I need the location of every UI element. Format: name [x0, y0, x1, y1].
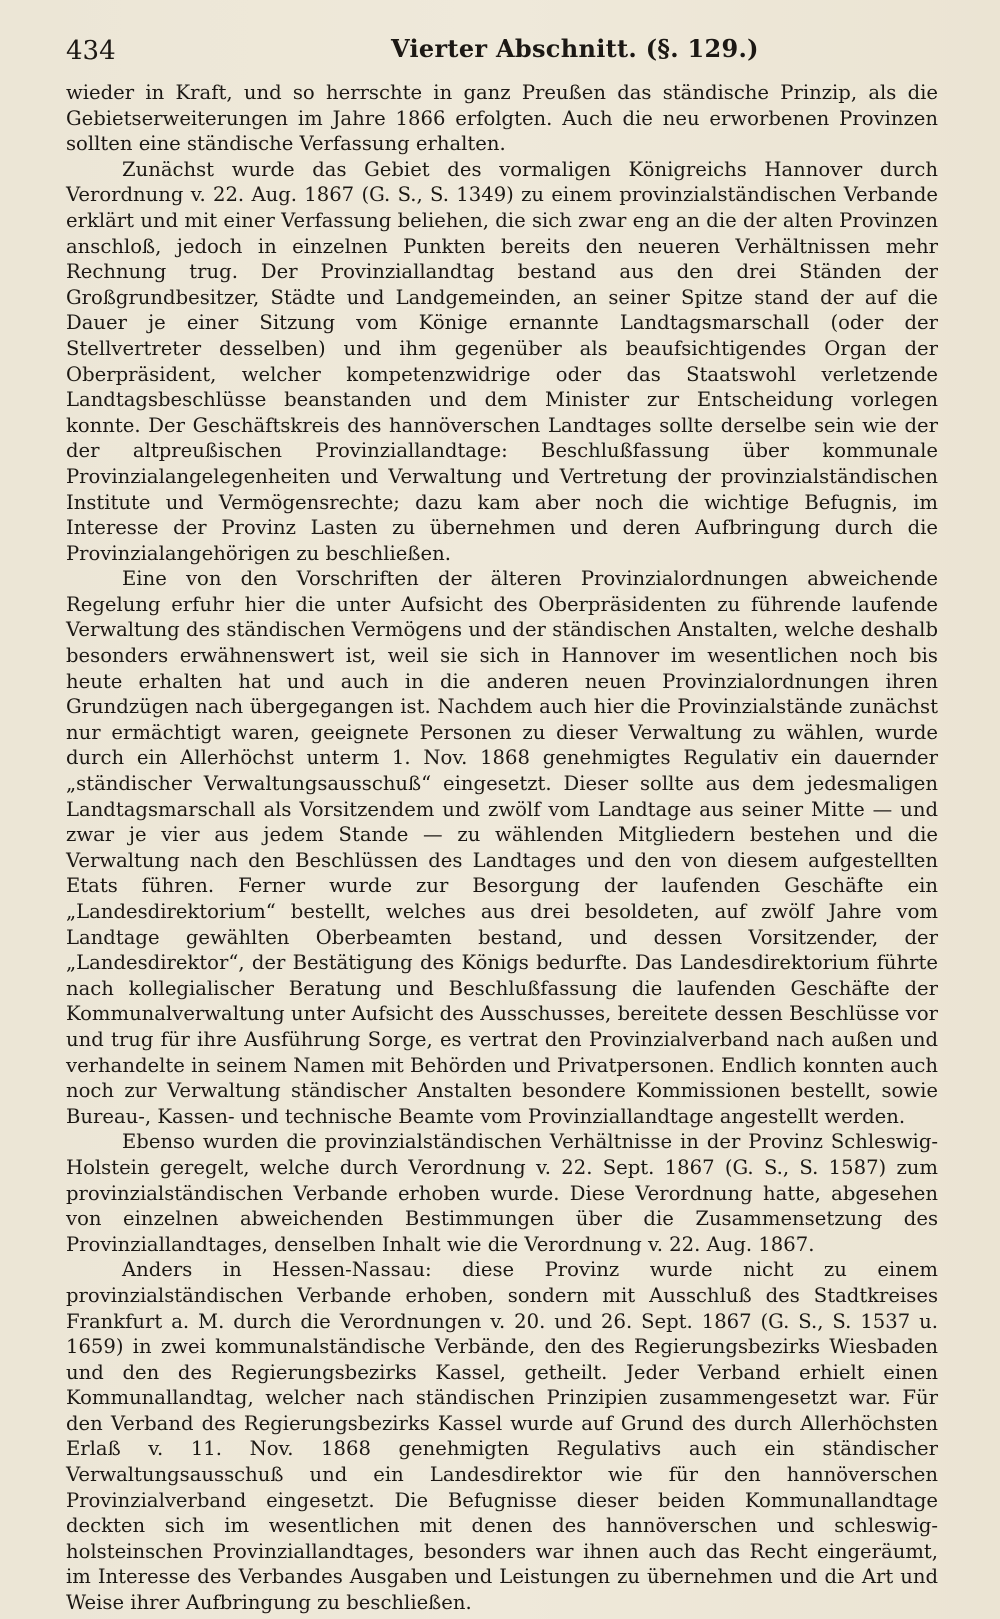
paragraph-hannover: Zunächst wurde das Gebiet des vormaligen Königreichs Hannover durch Verordnung v. 22. Aug. 1867 (G. S., S. 1349) zu einem provinzialständischen Verbande erklärt und mit einer Verfassung beliehen, die sich zwar eng an die der alten Provinzen anschloß, jedoch in einzelnen Punkten bereits den neueren Verhältnissen mehr Rechnung trug. Der Provinziallandtag bestand aus den drei Ständen der Großgrundbesitzer, Städte und Landgemeinden, an seiner Spitze stand der auf die Dauer je einer Sitzung vom Könige ernannte Landtagsmarschall (oder der Stellvertreter desselben) und ihm gegenüber als beaufsichtigendes Organ der Oberpräsident, welcher kompetenzwidrige oder das Staatswohl verletzende Landtagsbeschlüsse beanstanden und dem Minister zur Entscheidung vorlegen konnte. Der Geschäftskreis des hannöverschen Landtages sollte derselbe sein wie der der altpreußischen Provinziallandtage: Beschlußfassung über kommunale Provinzialangelegenheiten und Verwaltung und Vertretung der provinzialständischen Institute und Vermögensrechte; dazu kam aber noch die wichtige Befugnis, im Interesse der Provinz Lasten zu übernehmen und deren Aufbringung durch die Provinzialangehörigen zu beschließen. [66, 157, 938, 565]
paragraph-continuation: wieder in Kraft, und so herrschte in ganz Preußen das ständische Prinzip, als die Gebietserweiterungen im Jahre 1866 erfolgten. Auch die neu erworbenen Provinzen sollten eine ständische Verfassung erhalten. [66, 81, 938, 156]
paragraph-verwaltungsausschuss: Eine von den Vorschriften der älteren Provinzialordnungen abweichende Regelung erfuhr hier die unter Aufsicht des Oberpräsidenten zu führende laufende Verwaltung des ständischen Vermögens und der ständischen Anstalten, welche deshalb besonders erwähnenswert ist, weil sie sich in Hannover im wesentlichen noch bis heute erhalten hat und auch in die anderen neuen Provinzialordnungen ihren Grundzügen nach übergegangen ist. Nachdem auch hier die Provinzialstände zunächst nur ermächtigt waren, geeignete Personen zu dieser Verwaltung zu wählen, wurde durch ein Allerhöchst unterm 1. Nov. 1868 genehmigtes Regulativ ein dauernder „ständischer Verwaltungsausschuß“ eingesetzt. Dieser sollte aus dem jedesmaligen Landtagsmarschall als Vorsitzendem und zwölf vom Landtage aus seiner Mitte — und zwar je vier aus jedem Stande — zu wählenden Mitgliedern bestehen und die Verwaltung nach den Beschlüssen des Landtages und den von diesem aufgestellten Etats führen. Ferner wurde zur Besorgung der laufenden Geschäfte ein „Landesdirektorium“ bestellt, welches aus drei besoldeten, auf zwölf Jahre vom Landtage gewählten Oberbeamten bestand, und dessen Vorsitzender, der „Landesdirektor“, der Bestätigung des Königs bedurfte. Das Landesdirektorium führte nach kollegialischer Beratung und Beschlußfassung die laufenden Geschäfte der Kommunalverwaltung unter Aufsicht des Ausschusses, bereitete dessen Beschlüsse vor und trug für ihre Ausführung Sorge, es vertrat den Provinzialverband nach außen und verhandelte in seinem Namen mit Behörden und Privatpersonen. Endlich konnten auch noch zur Verwaltung ständischer Anstalten besondere Kommissionen bestellt, sowie Bureau-, Kassen- und technische Beamte vom Provinziallandtage angestellt werden. [66, 567, 938, 1128]
page-number: 434 [66, 36, 116, 66]
running-head: Vierter Abschnitt. (§. 129.) [391, 34, 759, 63]
page-header [66, 34, 938, 74]
body-text [66, 80, 938, 1616]
paragraph-schleswig-holstein: Ebenso wurden die provinzialständischen Verhältnisse in der Provinz Schleswig-Holstein geregelt, welche durch Verordnung v. 22. Sept. 1867 (G. S., S. 1587) zum provinzialständischen Verbande erhoben wurde. Diese Verordnung hatte, abgesehen von einzelnen abweichenden Bestimmungen über die Zusammensetzung des Provinziallandtages, denselben Inhalt wie die Verordnung v. 22. Aug. 1867. [66, 1130, 938, 1256]
paragraph-hessen-nassau: Anders in Hessen-Nassau: diese Provinz wurde nicht zu einem provinzialständischen Verbande erhoben, sondern mit Ausschluß des Stadtkreises Frankfurt a. M. durch die Verordnungen v. 20. und 26. Sept. 1867 (G. S., S. 1537 u. 1659) in zwei kommunalständische Verbände, den des Regierungsbezirks Wiesbaden und den des Regierungsbezirks Kassel, getheilt. Jeder Verband erhielt einen Kommunallandtag, welcher nach ständischen Prinzipien zusammengesetzt war. Für den Verband des Regierungsbezirks Kassel wurde auf Grund des durch Allerhöchsten Erlaß v. 11. Nov. 1868 genehmigten Regulativs auch ein ständischer Verwaltungsausschuß und ein Landesdirektor wie für den hannöverschen Provinzialverband eingesetzt. Die Befugnisse dieser beiden Kommunallandtage deckten sich im wesentlichen mit denen des hannöverschen und schleswig-holsteinschen Provinziallandtages, besonders war ihnen auch das Recht eingeräumt, im Interesse des Verbandes Ausgaben und Leistungen zu übernehmen und die Art und Weise ihrer Aufbringung zu beschließen. [66, 1258, 938, 1615]
